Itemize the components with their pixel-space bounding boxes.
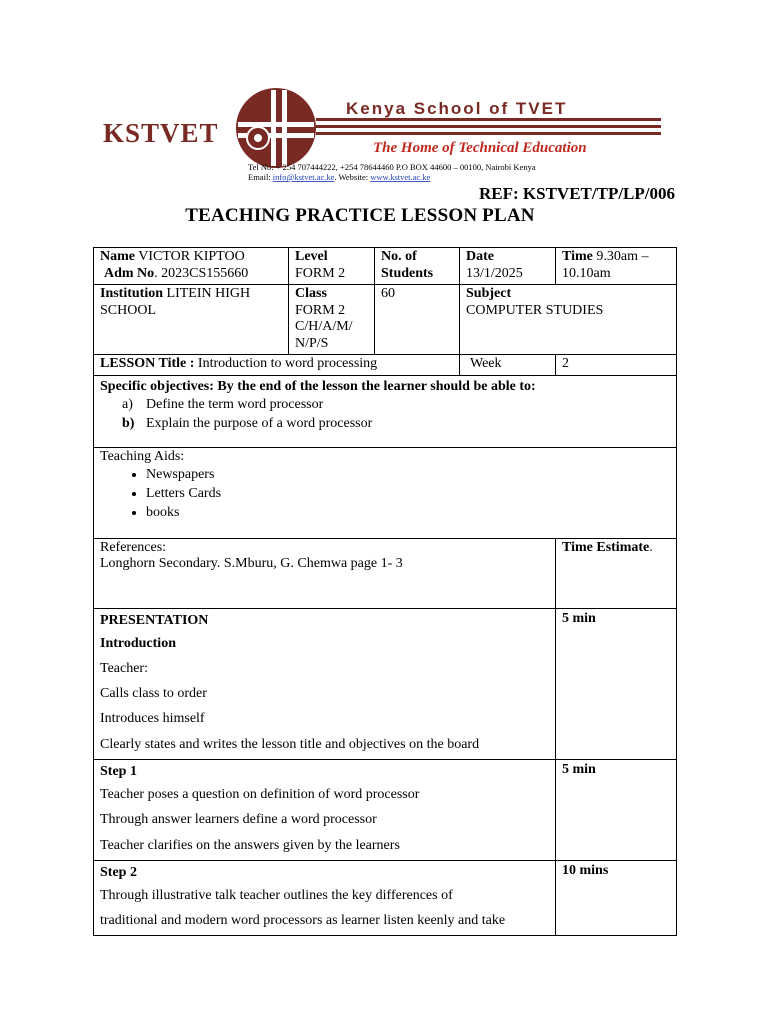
step2-row: [94, 860, 677, 936]
subject-cell: Subject COMPUTER STUDIES: [460, 285, 677, 355]
objective-item: a) Define the term word processor: [122, 397, 324, 412]
step2-cell: Step 2 Through illustrative talk teacher outlines the key differences of traditional and modern word processors as learner listen keenly and take: [94, 860, 556, 936]
level-cell: Level FORM 2: [289, 248, 375, 285]
name-cell: Name VICTOR KIPTOO Adm No. 2023CS155660: [94, 248, 289, 285]
email-line: Email: info@kstvet.ac.ke. Website: www.kstvet.ac.ke: [248, 172, 431, 182]
letterhead: [98, 86, 676, 186]
lesson-title-cell: LESSON Title : Introduction to word processing: [94, 355, 460, 376]
presentation-row: [94, 608, 677, 759]
lesson-title-row: [94, 355, 677, 376]
institution-cell: Institution LITEIN HIGH SCHOOL: [94, 285, 289, 355]
time-cell: Time 9.30am – 10.10am: [556, 248, 677, 285]
objectives-cell: Specific objectives: By the end of the lesson the learner should be able to: a) Define the term word processor b) Explain the purpose of a word processor: [94, 375, 677, 447]
step1-cell: Step 1 Teacher poses a question on definition of word processor Through answer learners define a word processor Teacher clarifies on the answers given by the learners: [94, 759, 556, 860]
teaching-aids-cell: Teaching Aids: • Newspapers • Letters Cards • books: [94, 447, 677, 538]
tagline: The Home of Technical Education: [373, 140, 587, 156]
reference-number: REF: KSTVET/TP/LP/006: [479, 184, 675, 203]
week-label-cell: Week: [460, 355, 556, 376]
time-estimate-heading: Time Estimate.: [556, 538, 677, 608]
week-value-cell: 2: [556, 355, 677, 376]
objective-item: b) Explain the purpose of a word processor: [122, 416, 373, 431]
header-row-1: [94, 248, 677, 285]
references-cell: References: Longhorn Secondary. S.Mburu, G. Chemwa page 1- 3: [94, 538, 556, 608]
aids-row: [94, 447, 677, 538]
students-label-cell: No. of Students: [375, 248, 460, 285]
step2-time: 10 mins: [556, 860, 677, 936]
gear-icon: [247, 127, 269, 149]
org-name: Kenya School of TVET: [346, 99, 568, 118]
aid-item: • books: [146, 503, 670, 522]
presentation-time: 5 min: [556, 608, 677, 759]
header-row-2: [94, 285, 677, 355]
students-value-cell: 60: [375, 285, 460, 355]
date-cell: Date 13/1/2025: [460, 248, 556, 285]
aid-item: • Newspapers: [146, 465, 670, 484]
presentation-cell: PRESENTATION Introduction Teacher: Calls class to order Introduces himself Clearly states and writes the lesson title and objectives on the board: [94, 608, 556, 759]
objectives-row: [94, 375, 677, 447]
step1-time: 5 min: [556, 759, 677, 860]
contact-line: Tel No: + 254 707444222, +254 78644460 P.O BOX 44600 – 00100, Nairobi Kenya: [248, 162, 536, 172]
references-row: [94, 538, 677, 608]
aid-item: • Letters Cards: [146, 484, 670, 503]
class-cell: Class FORM 2 C/H/A/M/ N/P/S: [289, 285, 375, 355]
step1-row: [94, 759, 677, 860]
logo-text: KSTVET: [103, 118, 219, 148]
lesson-plan-table: [93, 247, 677, 936]
document-title: TEACHING PRACTICE LESSON PLAN: [185, 205, 535, 226]
